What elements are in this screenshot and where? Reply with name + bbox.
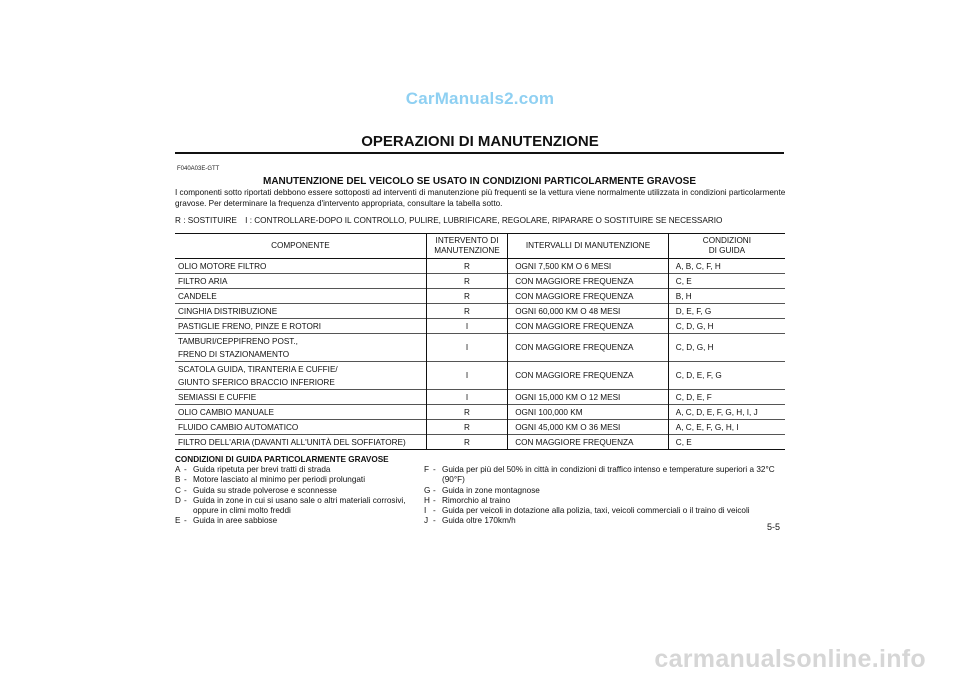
condition-item bbox=[175, 486, 415, 496]
section-heading: MANUTENZIONE DEL VEICOLO SE USATO IN CONDIZIONI PARTICOLARMENTE GRAVOSE bbox=[263, 176, 696, 187]
cell-conditions: C, D, E, F bbox=[668, 390, 785, 405]
condition-item bbox=[424, 506, 789, 516]
cell-interval: CON MAGGIORE FREQUENZA bbox=[508, 435, 669, 450]
table-header-row bbox=[175, 234, 785, 259]
condition-text: Motore lasciato al minimo per periodi prolungati bbox=[193, 475, 366, 485]
table-row bbox=[175, 289, 785, 304]
cell-interval: OGNI 45,000 KM O 36 MESI bbox=[508, 420, 669, 435]
condition-text: Guida su strade polverose e sconnesse bbox=[193, 485, 337, 495]
condition-letter: C bbox=[175, 485, 181, 495]
condition-text: Guida in zone in cui si usano sale o altri materiali corrosivi, oppure in climi molto freddi bbox=[193, 495, 406, 516]
cell-interval: OGNI 60,000 KM O 48 MESI bbox=[508, 304, 669, 319]
watermark-logo: CarManuals2.com bbox=[405, 89, 555, 108]
table-row bbox=[175, 435, 785, 450]
intro-paragraph: I componenti sotto riportati debbono essere sottoposti ad interventi di manutenzione più frequenti se la vettura viene normalmente utilizzata in condizioni particolarmente gravose. Per determinare la frequenza d'intervento appropriata, consultare la tabella sotto. bbox=[175, 188, 786, 208]
cell-conditions: A, B, C, F, H bbox=[675, 261, 721, 271]
header-conditions-line1: CONDIZIONI bbox=[702, 236, 751, 245]
watermark-footer-logo: carmanualsonline.info bbox=[654, 645, 926, 673]
cell-conditions: C, E bbox=[668, 435, 785, 450]
cell-component bbox=[175, 319, 426, 334]
cell-component bbox=[175, 304, 426, 319]
cell-action: R bbox=[426, 435, 507, 450]
condition-dash: - bbox=[184, 516, 187, 526]
cell-conditions: D, E, F, G bbox=[668, 304, 785, 319]
cell-interval: CON MAGGIORE FREQUENZA bbox=[508, 362, 669, 390]
conditions-list-left bbox=[175, 465, 415, 527]
condition-text: Guida oltre 170km/h bbox=[442, 516, 516, 526]
page-title: OPERAZIONI DI MANUTENZIONE bbox=[361, 133, 599, 150]
table-row bbox=[175, 390, 785, 405]
condition-dash: - bbox=[433, 506, 436, 516]
condition-text: Guida per più del 50% in città in condizioni di traffico intenso e temperature superiori a 32°C (90°F) bbox=[442, 465, 775, 485]
condition-dash: - bbox=[184, 485, 187, 495]
reference-code: F040A03E-GTT bbox=[177, 166, 220, 172]
component-line: OLIO MOTORE FILTRO bbox=[178, 261, 267, 271]
table-row bbox=[175, 259, 785, 274]
cell-interval: CON MAGGIORE FREQUENZA bbox=[508, 319, 669, 334]
condition-text: Guida ripetuta per brevi tratti di strada bbox=[193, 465, 331, 474]
cell-action: I bbox=[426, 334, 507, 362]
legend-replace: R : SOSTITUIRE bbox=[175, 216, 237, 225]
condition-item bbox=[424, 465, 789, 486]
condition-text: Guida in zone montagnose bbox=[442, 485, 540, 495]
conditions-title: CONDIZIONI DI GUIDA PARTICOLARMENTE GRAVOSE bbox=[175, 455, 389, 464]
component-line: SCATOLA GUIDA, TIRANTERIA E CUFFIE/ bbox=[178, 364, 338, 374]
cell-action: I bbox=[426, 362, 507, 390]
condition-item bbox=[175, 465, 415, 475]
cell-conditions: A, C, E, F, G, H, I bbox=[668, 420, 785, 435]
cell-interval: OGNI 100,000 KM bbox=[508, 405, 669, 420]
condition-text: Guida per veicoli in dotazione alla polizia, taxi, veicoli commerciali o il traino di veicoli bbox=[442, 506, 750, 516]
header-intervention-line2: MANUTENZIONE bbox=[434, 246, 500, 255]
condition-item bbox=[175, 496, 415, 517]
cell-component bbox=[175, 362, 426, 390]
title-divider bbox=[175, 152, 784, 154]
component-line: CINGHIA DISTRIBUZIONE bbox=[178, 306, 278, 316]
header-intervals: INTERVALLI DI MANUTENZIONE bbox=[508, 234, 669, 259]
header-conditions bbox=[668, 234, 785, 259]
condition-letter: H bbox=[424, 495, 430, 505]
condition-text: Rimorchio al traino bbox=[442, 495, 511, 505]
component-line: PASTIGLIE FRENO, PINZE E ROTORI bbox=[178, 321, 322, 331]
cell-component bbox=[175, 334, 426, 362]
cell-interval: OGNI 15,000 KM O 12 MESI bbox=[508, 390, 669, 405]
maintenance-table bbox=[175, 233, 785, 450]
condition-letter: A bbox=[175, 465, 181, 474]
table-row bbox=[175, 405, 785, 420]
conditions-list-right bbox=[424, 465, 789, 527]
condition-dash: - bbox=[433, 485, 436, 495]
component-line: OLIO CAMBIO MANUALE bbox=[178, 407, 274, 417]
cell-conditions: C, D, E, F, G bbox=[668, 362, 785, 390]
condition-dash: - bbox=[184, 495, 187, 505]
cell-interval: CON MAGGIORE FREQUENZA bbox=[508, 274, 669, 289]
cell-interval: OGNI 7,500 KM O 6 MESI bbox=[508, 259, 669, 274]
table-row bbox=[175, 274, 785, 289]
action-legend bbox=[175, 216, 787, 225]
cell-conditions: A, C, D, E, F, G, H, I, J bbox=[668, 405, 785, 420]
cell-component bbox=[175, 259, 426, 274]
condition-item bbox=[424, 516, 789, 526]
condition-text: Guida in aree sabbiose bbox=[193, 516, 278, 526]
cell-component bbox=[175, 420, 426, 435]
condition-item bbox=[175, 475, 415, 485]
table-row bbox=[175, 334, 785, 362]
component-line: TAMBURI/CEPPIFRENO POST., bbox=[178, 336, 298, 346]
cell-action: R bbox=[426, 289, 507, 304]
cell-conditions: C, D, G, H bbox=[668, 319, 785, 334]
cell-action: R bbox=[426, 304, 507, 319]
condition-letter: E bbox=[175, 516, 181, 526]
header-conditions-line2: DI GUIDA bbox=[708, 246, 746, 255]
component-line: FRENO DI STAZIONAMENTO bbox=[178, 349, 290, 359]
header-intervention bbox=[426, 234, 507, 259]
header-intervention-line1: INTERVENTO DI bbox=[435, 236, 499, 245]
table-row bbox=[175, 304, 785, 319]
condition-dash: - bbox=[433, 516, 436, 526]
condition-item bbox=[424, 496, 789, 506]
condition-letter: D bbox=[175, 495, 181, 505]
condition-letter: G bbox=[424, 485, 431, 495]
table-row bbox=[175, 319, 785, 334]
component-line: GIUNTO SFERICO BRACCIO INFERIORE bbox=[178, 377, 335, 387]
cell-component bbox=[175, 435, 426, 450]
condition-item bbox=[424, 486, 789, 496]
cell-component bbox=[175, 274, 426, 289]
component-line: SEMIASSI E CUFFIE bbox=[178, 392, 257, 402]
cell-conditions: B, H bbox=[668, 289, 785, 304]
condition-item bbox=[175, 516, 415, 526]
condition-dash: - bbox=[433, 465, 436, 474]
condition-letter: J bbox=[424, 516, 429, 526]
condition-letter: F bbox=[424, 465, 430, 474]
header-component: COMPONENTE bbox=[175, 234, 426, 259]
table-row bbox=[175, 420, 785, 435]
cell-action: R bbox=[426, 420, 507, 435]
table-body bbox=[175, 259, 785, 450]
cell-component bbox=[175, 289, 426, 304]
cell-conditions: C, E bbox=[668, 274, 785, 289]
cell-action: I bbox=[426, 319, 507, 334]
cell-component bbox=[175, 390, 426, 405]
cell-interval: CON MAGGIORE FREQUENZA bbox=[508, 289, 669, 304]
condition-dash: - bbox=[184, 475, 187, 485]
component-line: CANDELE bbox=[178, 291, 217, 301]
component-line: FILTRO ARIA bbox=[178, 276, 228, 286]
cell-action: R bbox=[426, 274, 507, 289]
component-line: FILTRO DELL'ARIA (DAVANTI ALL'UNITÀ DEL SOFFIATORE) bbox=[178, 437, 406, 447]
cell-action: R bbox=[426, 405, 507, 420]
condition-dash: - bbox=[433, 495, 436, 505]
condition-letter: I bbox=[424, 506, 427, 516]
page-number: 5-5 bbox=[767, 522, 781, 532]
cell-interval: CON MAGGIORE FREQUENZA bbox=[508, 334, 669, 362]
component-line: FLUIDO CAMBIO AUTOMATICO bbox=[178, 422, 299, 432]
condition-dash: - bbox=[184, 465, 187, 474]
cell-action: R bbox=[426, 259, 507, 274]
table-row bbox=[175, 362, 785, 390]
condition-letter: B bbox=[175, 475, 181, 485]
cell-action: I bbox=[426, 390, 507, 405]
cell-conditions: C, D, G, H bbox=[668, 334, 785, 362]
legend-inspect: I : CONTROLLARE-DOPO IL CONTROLLO, PULIRE, LUBRIFICARE, REGOLARE, RIPARARE O SOSTITUIRE SE NECESSARIO bbox=[245, 216, 723, 225]
cell-component bbox=[175, 405, 426, 420]
